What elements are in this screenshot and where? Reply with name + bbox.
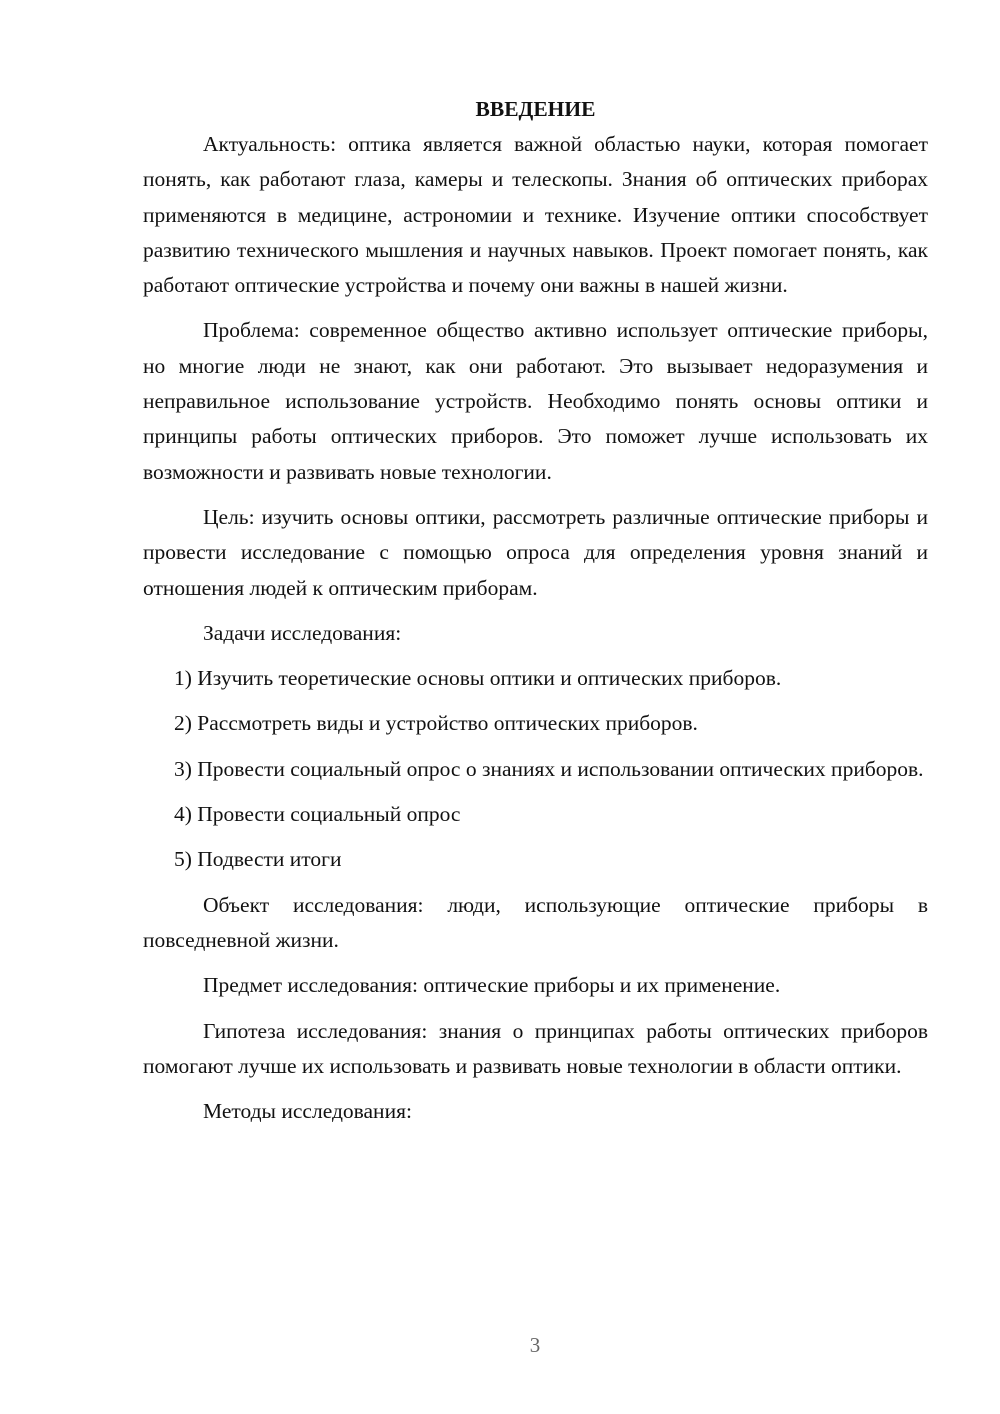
- paragraph-problem: Проблема: современное общество активно использует оптические приборы, но многие люди не знают, как они работают. Это вызывает недоразумения и неправильное использование устройств. Необходимо понять основы оптики и принципы работы оптических приборов. Это поможет лучше использовать их возможности и развивать новые технологии.: [143, 318, 928, 484]
- task-item-1: 1) Изучить теоретические основы оптики и оптических приборов.: [174, 666, 782, 691]
- tasks-label: Задачи исследования:: [203, 620, 402, 645]
- task-item-2: 2) Рассмотреть виды и устройство оптических приборов.: [174, 711, 698, 736]
- paragraph-goal: Цель: изучить основы оптики, рассмотреть различные оптические приборы и провести исследование с помощью опроса для определения уровня знаний и отношения людей к оптическим приборам.: [143, 504, 928, 600]
- paragraph-subject: Предмет исследования: оптические приборы и их применение.: [203, 973, 781, 998]
- methods-label: Методы исследования:: [203, 1099, 412, 1124]
- paragraph-object: Объект исследования: люди, использующие оптические приборы в повседневной жизни.: [143, 892, 928, 952]
- page-content: [143, 92, 928, 1139]
- page-number: 3: [529, 1333, 541, 1357]
- section-title: ВВЕДЕНИЕ: [475, 97, 596, 121]
- task-item-4: 4) Провести социальный опрос: [174, 802, 461, 827]
- task-item-5: 5) Подвести итоги: [174, 847, 342, 872]
- task-item-3: 3) Провести социальный опрос о знаниях и использовании оптических приборов.: [174, 756, 924, 781]
- paragraph-hypothesis: Гипотеза исследования: знания о принципах работы оптических приборов помогают лучше их использовать и развивать новые технологии в области оптики.: [143, 1018, 928, 1078]
- paragraph-relevance: Актуальность: оптика является важной областью науки, которая помогает понять, как работают глаза, камеры и телескопы. Знания об оптических приборах применяются в медицине, астрономии и технике. Изучение оптики способствует развитию технического мышления и научных навыков. Проект помогает понять, как работают оптические устройства и почему они важны в нашей жизни.: [143, 132, 928, 298]
